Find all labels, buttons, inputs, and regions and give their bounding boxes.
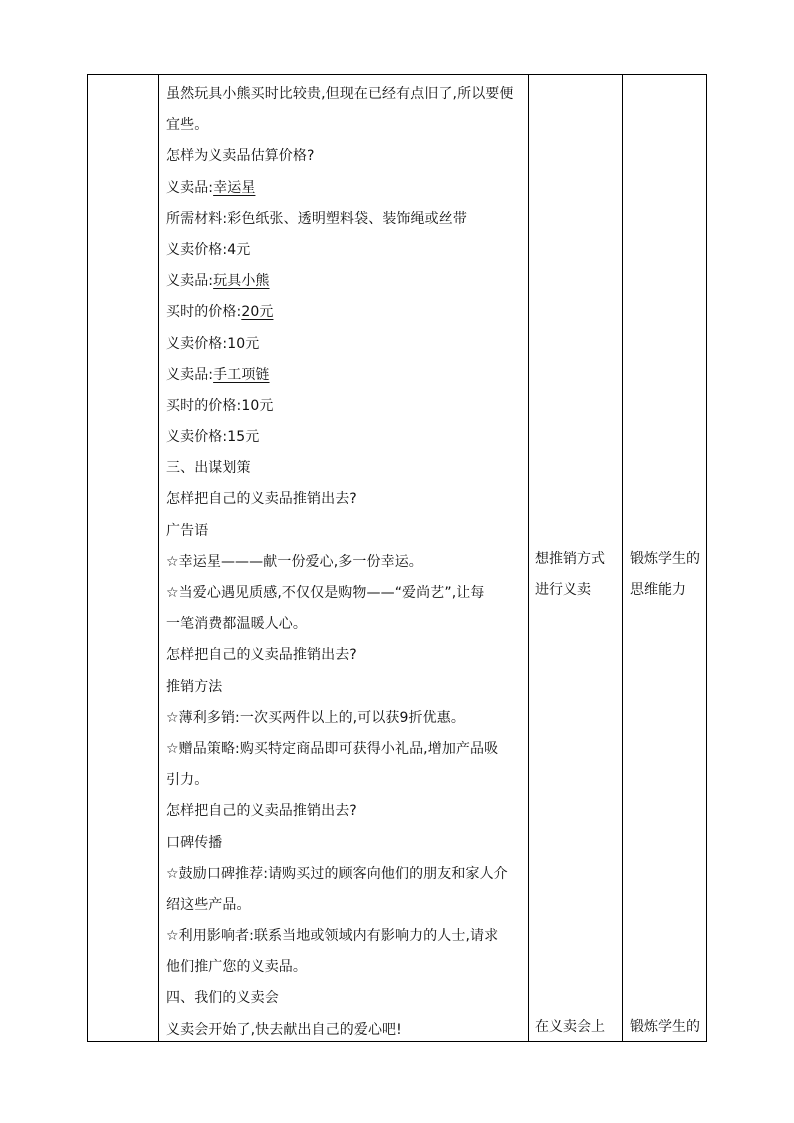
- content-line: [166, 516, 521, 547]
- underlined-value: 手工项链: [213, 366, 270, 383]
- line-text: 虽然玩具小熊买时比较贵,但现在已经有点旧了,所以要便: [166, 86, 514, 102]
- content-line: [166, 235, 521, 266]
- line-text: 所需材料:彩色纸张、透明塑料袋、装饰绳或丝带: [166, 210, 467, 227]
- line-text: 怎样为义卖品估算价格?: [166, 148, 315, 165]
- content-line: [166, 796, 521, 827]
- content-line: [166, 1015, 521, 1046]
- line-text: 广告语: [166, 522, 209, 539]
- column-divider: [622, 74, 623, 1042]
- content-line: [166, 422, 521, 453]
- line-text: 他们推广您的义卖品。: [166, 959, 307, 976]
- line-text: 买时的价格:10元: [166, 397, 274, 414]
- teaching-content-cell: [166, 79, 521, 1046]
- content-line: [166, 453, 521, 484]
- content-line: [166, 921, 521, 952]
- line-text: 绍这些产品。: [166, 896, 251, 913]
- line-text: ☆利用影响者:联系当地或领域内有影响力的人士,请求: [166, 928, 499, 945]
- content-line: [166, 297, 521, 328]
- line-text: 义卖会开始了,快去献出自己的爱心吧!: [166, 1021, 402, 1038]
- content-line: [166, 360, 521, 391]
- content-line: [166, 79, 521, 110]
- intent-text-3: 锻炼学生的: [630, 1019, 700, 1035]
- line-text: 义卖品:: [166, 273, 214, 290]
- content-line: [166, 734, 521, 765]
- line-text: 义卖价格:15元: [166, 429, 260, 446]
- content-line: [166, 329, 521, 360]
- content-line: [166, 391, 521, 422]
- line-text: ☆赠品策略:购买特定商品即可获得小礼品,增加产品吸: [166, 740, 499, 757]
- content-line: [166, 547, 521, 578]
- activity-text-2: 进行义卖: [535, 582, 591, 599]
- line-text: 义卖品:: [166, 179, 214, 196]
- line-text: 一笔消费都温暖人心。: [166, 616, 307, 633]
- underlined-value: 玩具小熊: [213, 273, 270, 290]
- content-line: [166, 110, 521, 141]
- activity-text-1: 想推销方式: [535, 551, 605, 567]
- line-text: ☆当爱心遇见质感,不仅仅是购物——“爱尚艺”,让每: [166, 585, 485, 601]
- student-activity-cell: [535, 544, 605, 606]
- content-line: [166, 672, 521, 703]
- column-divider: [158, 74, 159, 1042]
- line-text: ☆幸运星———献一份爱心,多一份幸运。: [166, 553, 423, 570]
- design-intent-cell: [630, 544, 700, 606]
- line-text: 怎样把自己的义卖品推销出去?: [166, 803, 357, 820]
- content-line: [166, 640, 521, 671]
- underlined-value: 幸运星: [213, 179, 256, 196]
- content-line: [166, 828, 521, 859]
- design-intent-cell-2: [630, 1012, 700, 1043]
- activity-text-3: 在义卖会上: [535, 1019, 605, 1035]
- line-text: 买时的价格:: [166, 304, 242, 321]
- line-text: 义卖品:: [166, 366, 214, 383]
- content-line: [166, 952, 521, 983]
- line-text: ☆薄利多销:一次买两件以上的,可以获9折优惠。: [166, 709, 465, 726]
- content-line: [166, 173, 521, 204]
- content-line: [166, 141, 521, 172]
- line-text: 怎样把自己的义卖品推销出去?: [166, 647, 357, 664]
- line-text: 义卖价格:10元: [166, 335, 260, 352]
- line-text: 义卖价格:4元: [166, 241, 251, 258]
- intent-text-2: 思维能力: [630, 582, 686, 599]
- content-line: [166, 609, 521, 640]
- content-line: [166, 765, 521, 796]
- content-line: [166, 890, 521, 921]
- content-line: [166, 703, 521, 734]
- student-activity-cell-2: [535, 1012, 605, 1043]
- content-line: [166, 204, 521, 235]
- line-text: ☆鼓励口碑推荐:请购买过的顾客向他们的朋友和家人介: [166, 865, 508, 882]
- line-text: 四、我们的义卖会: [166, 990, 279, 1007]
- line-text: 怎样把自己的义卖品推销出去?: [166, 491, 357, 508]
- content-line: [166, 578, 521, 609]
- line-text: 三、出谋划策: [166, 460, 251, 477]
- intent-text-1: 锻炼学生的: [630, 551, 700, 567]
- line-text: 口碑传播: [166, 834, 223, 851]
- content-line: [166, 266, 521, 297]
- content-line: [166, 859, 521, 890]
- column-divider: [528, 74, 529, 1042]
- line-text: 宜些。: [166, 117, 209, 134]
- line-text: 引力。: [166, 772, 209, 789]
- line-text: 推销方法: [166, 678, 223, 695]
- content-line: [166, 484, 521, 515]
- underlined-value: 20元: [241, 304, 274, 321]
- content-line: [166, 983, 521, 1014]
